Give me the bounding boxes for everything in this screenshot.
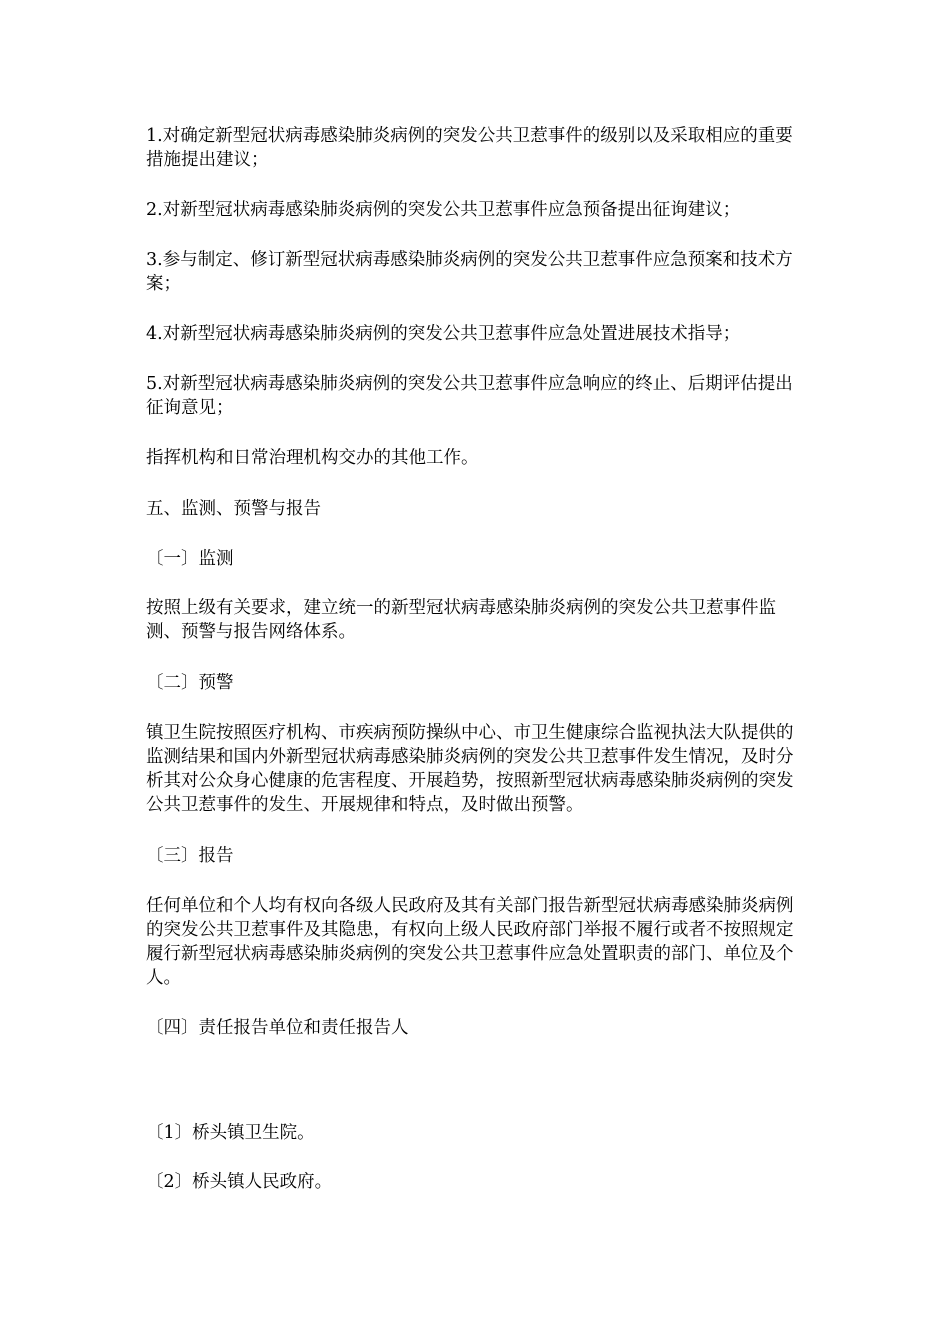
- paragraph-monitoring: 按照上级有关要求，建立统一的新型冠状病毒感染肺炎病例的突发公共卫惹事件监测、预警与报告网络体系。: [146, 598, 776, 642]
- subheading-report: 〔三〕报告: [146, 846, 234, 866]
- subheading-warning: 〔二〕预警: [146, 673, 234, 693]
- subheading-monitoring: 〔一〕监测: [146, 549, 234, 569]
- paragraph-closing-duty: 指挥机构和日常治理机构交办的其他工作。: [146, 448, 479, 468]
- paragraph-report: 任何单位和个人均有权向各级人民政府及其有关部门报告新型冠状病毒感染肺炎病例的突发公共卫惹事件及其隐患，有权向上级人民政府部门举报不履行或者不按照规定履行新型冠状病毒感染肺炎病例的突发公共卫惹事件应急处置职责的部门、单位及个人。: [146, 896, 794, 988]
- paragraph-item-5: 5.对新型冠状病毒感染肺炎病例的突发公共卫惹事件应急响应的终止、后期评估提出征询意见；: [146, 374, 793, 418]
- subheading-responsible-units: 〔四〕责任报告单位和责任报告人: [146, 1018, 409, 1038]
- list-item-health-center: 〔1〕桥头镇卫生院。: [146, 1123, 315, 1143]
- section-heading-monitoring: 五、监测、预警与报告: [146, 499, 321, 519]
- paragraph-item-3: 3.参与制定、修订新型冠状病毒感染肺炎病例的突发公共卫惹事件应急预案和技术方案；: [146, 250, 793, 294]
- list-item-town-government: 〔2〕桥头镇人民政府。: [146, 1172, 333, 1192]
- paragraph-item-2: 2.对新型冠状病毒感染肺炎病例的突发公共卫惹事件应急预备提出征询建议；: [146, 200, 741, 220]
- paragraph-item-4: 4.对新型冠状病毒感染肺炎病例的突发公共卫惹事件应急处置进展技术指导；: [146, 324, 741, 344]
- paragraph-item-1: 1.对确定新型冠状病毒感染肺炎病例的突发公共卫惹事件的级别以及采取相应的重要措施提出建议；: [146, 126, 793, 170]
- paragraph-warning: 镇卫生院按照医疗机构、市疾病预防操纵中心、市卫生健康综合监视执法大队提供的监测结果和国内外新型冠状病毒感染肺炎病例的突发公共卫惹事件发生情况，及时分析其对公众身心健康的危害程度、开展趋势，按照新型冠状病毒感染肺炎病例的突发公共卫惹事件的发生、开展规律和特点，及时做出预警。: [146, 723, 794, 815]
